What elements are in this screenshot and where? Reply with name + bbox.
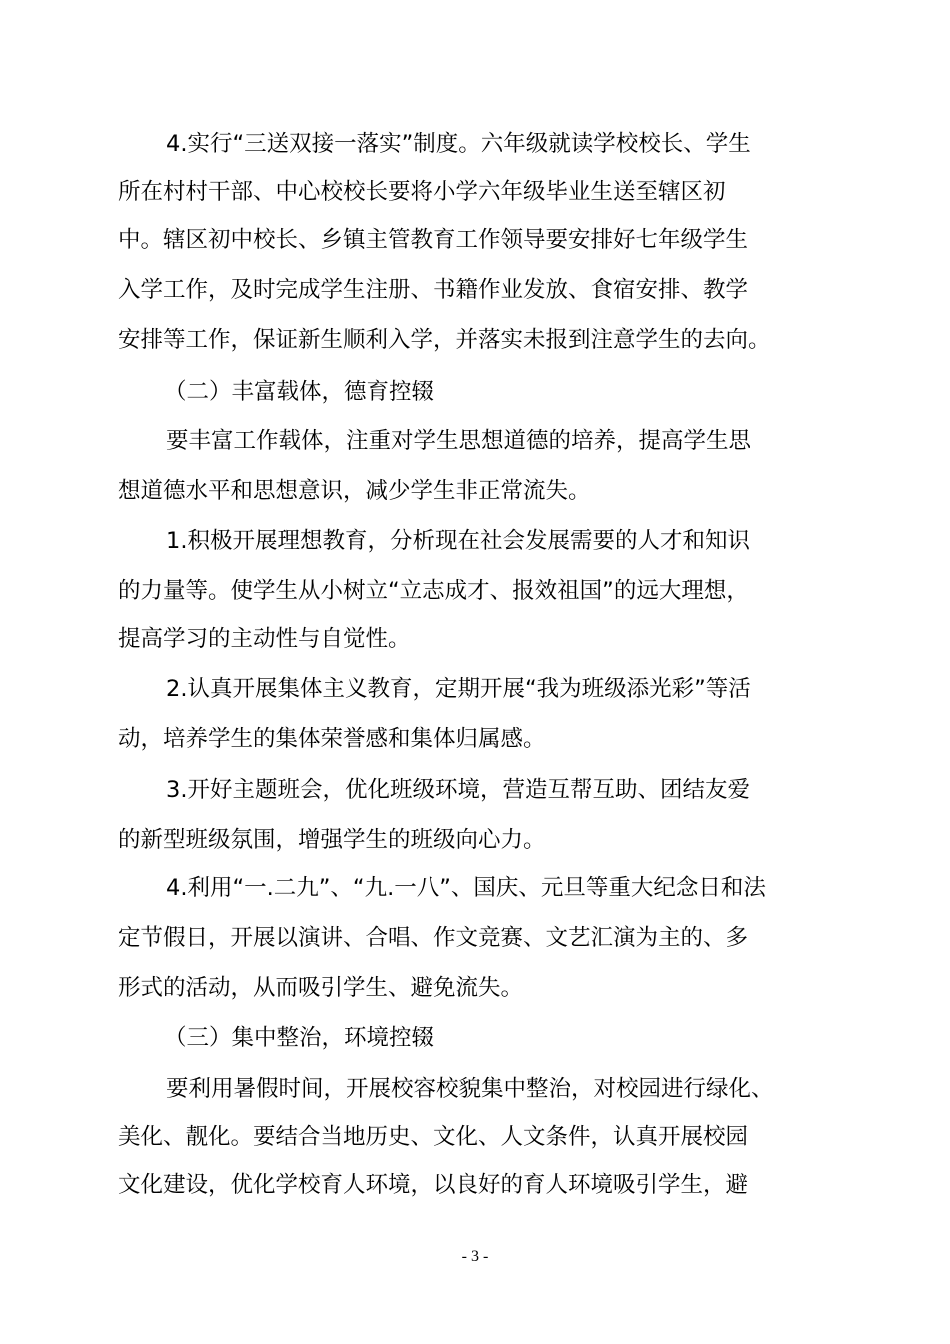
paragraph-line: 安排等工作，保证新生顺利入学，并落实未报到注意学生的去向。 xyxy=(118,327,771,353)
page-number: - 3 - xyxy=(461,1248,489,1265)
paragraph-line: 定节假日，开展以演讲、合唱、作文竞赛、文艺汇演为主的、多 xyxy=(118,925,749,951)
section-heading: （三）集中整治，环境控辍 xyxy=(164,1025,435,1051)
paragraph-line: 动，培养学生的集体荣誉感和集体归属感。 xyxy=(118,726,546,752)
paragraph-line: 2.认真开展集体主义教育，定期开展“我为班级添光彩”等活 xyxy=(166,676,751,702)
paragraph-line: 的力量等。使学生从小树立“立志成才、报效祖国”的远大理想， xyxy=(118,578,749,604)
paragraph-line: 1.积极开展理想教育，分析现在社会发展需要的人才和知识 xyxy=(166,528,750,554)
paragraph-line: 想道德水平和思想意识，减少学生非正常流失。 xyxy=(118,478,591,504)
paragraph-line: 4.实行“三送双接一落实”制度。六年级就读学校校长、学生 xyxy=(166,131,751,157)
paragraph-line: 要丰富工作载体，注重对学生思想道德的培养，提高学生思 xyxy=(166,428,752,454)
section-heading: （二）丰富载体，德育控辍 xyxy=(164,379,435,405)
paragraph-line: 提高学习的主动性与自觉性。 xyxy=(118,626,411,652)
paragraph-line: 4.利用“一.二九”、“九.一八”、国庆、元旦等重大纪念日和法 xyxy=(166,875,766,901)
paragraph-line: 形式的活动，从而吸引学生、避免流失。 xyxy=(118,975,524,1001)
paragraph-line: 要利用暑假时间，开展校容校貌集中整治，对校园进行绿化、 xyxy=(166,1076,774,1102)
paragraph-line: 文化建设，优化学校育人环境，以良好的育人环境吸引学生，避 xyxy=(118,1172,749,1198)
paragraph-line: 美化、靓化。要结合当地历史、文化、人文条件，认真开展校园 xyxy=(118,1124,749,1150)
paragraph-line: 中。辖区初中校长、乡镇主管教育工作领导要安排好七年级学生 xyxy=(118,227,749,253)
paragraph-line: 3.开好主题班会，优化班级环境，营造互帮互助、团结友爱 xyxy=(166,777,750,803)
paragraph-line: 所在村村干部、中心校校长要将小学六年级毕业生送至辖区初 xyxy=(118,179,726,205)
paragraph-line: 的新型班级氛围，增强学生的班级向心力。 xyxy=(118,827,546,853)
paragraph-line: 入学工作，及时完成学生注册、书籍作业发放、食宿安排、教学 xyxy=(118,277,749,303)
